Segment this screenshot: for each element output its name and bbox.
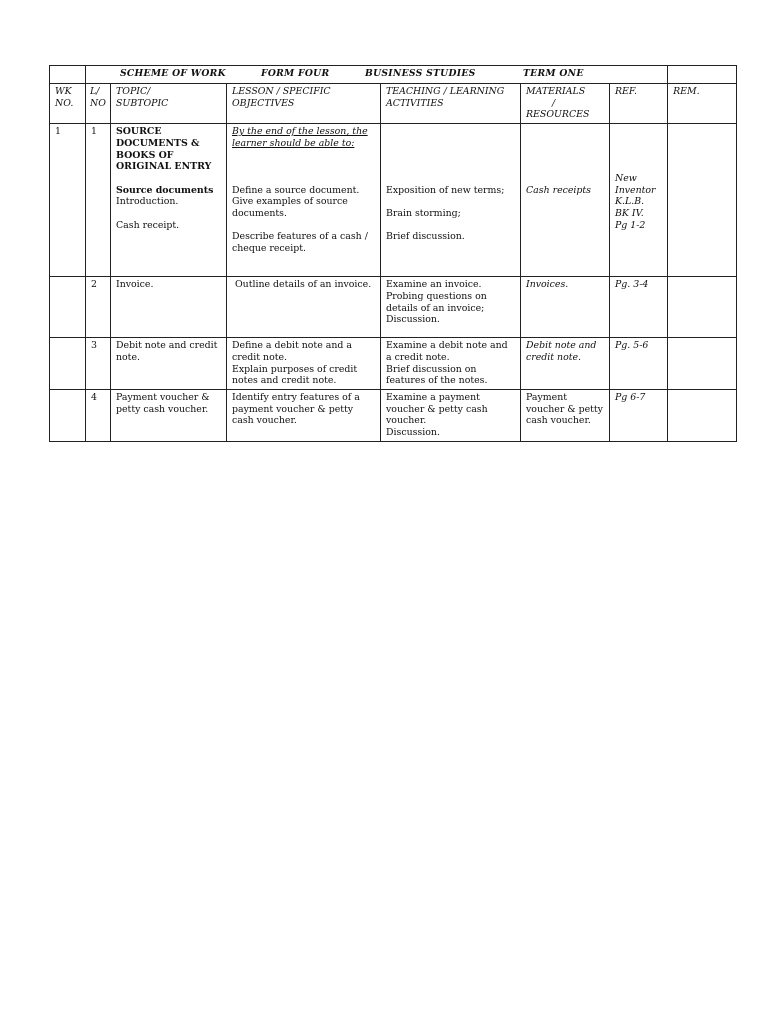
header-teaching-line2: ACTIVITIES [386, 97, 444, 109]
header-topic [111, 84, 227, 124]
subtopic-heading: Source documents [116, 184, 214, 196]
header-lesson [227, 84, 381, 124]
objectives-intro: By the end of the lesson, the learner should be able to: [232, 126, 368, 149]
activity-item: Probing questions on details of an invoice; [386, 290, 487, 314]
title-blank-cell [50, 66, 86, 84]
lno-cell: 3 [86, 338, 111, 390]
wk-cell [50, 389, 86, 441]
lno-cell: 1 [86, 124, 111, 277]
title-term: TERM ONE [523, 68, 584, 79]
title-cell [86, 66, 668, 84]
ref-line: BK IV. [615, 207, 644, 219]
topic-cell: Debit note and credit note. [111, 338, 227, 390]
header-teaching-line1: TEACHING / LEARNING [386, 86, 505, 97]
objective-item: Define a source document. [232, 184, 360, 196]
objective-item: Define a debit note and a credit note. [232, 340, 352, 363]
title-scheme: SCHEME OF WORK [120, 68, 226, 79]
title-end-cell [668, 66, 737, 84]
header-lno-line1: L/ [90, 86, 100, 97]
activities-cell [381, 277, 521, 338]
title-row [50, 66, 737, 84]
header-rem-label: REM. [673, 86, 700, 97]
title-form: FORM FOUR [261, 68, 330, 79]
table-row [50, 124, 737, 277]
objectives-cell [227, 277, 381, 338]
activity-item: Brief discussion on features of the notes. [386, 363, 488, 387]
header-topic-line2: SUBTOPIC [116, 97, 169, 109]
header-wk-line2: NO. [55, 97, 74, 109]
scheme-of-work-document [49, 65, 736, 442]
rem-cell [668, 338, 737, 390]
header-materials [521, 84, 610, 124]
scheme-of-work-table [49, 65, 737, 442]
topic-heading: SOURCE DOCUMENTS & BOOKS OF ORIGINAL ENTRY [116, 126, 212, 173]
header-materials-line3: RESOURCES [526, 109, 590, 121]
header-ref [610, 84, 668, 124]
topic-cell [111, 124, 227, 277]
activities-cell [381, 124, 521, 277]
header-ref-label: REF. [615, 86, 637, 97]
header-rem [668, 84, 737, 124]
activity-item: Discussion. [386, 427, 440, 439]
header-materials-line2: / [552, 97, 556, 109]
ref-cell: Pg. 3-4 [610, 277, 668, 338]
table-row [50, 338, 737, 390]
activity-item: Exposition of new terms; [386, 184, 505, 196]
lno-cell: 4 [86, 389, 111, 441]
rem-cell [668, 277, 737, 338]
header-lesson-line2: OBJECTIVES [232, 97, 295, 109]
activity-item: Brief discussion. [386, 231, 465, 243]
topic-cell: Payment voucher & petty cash voucher. [111, 389, 227, 441]
rem-cell [668, 124, 737, 277]
objective-item: Give examples of source documents. [232, 196, 348, 219]
materials-cell: Invoices. [521, 277, 610, 338]
subtopic-item: Introduction. [116, 196, 179, 208]
materials-cell [521, 124, 610, 277]
header-topic-line1: TOPIC/ [116, 86, 151, 97]
topic-cell: Invoice. [111, 277, 227, 338]
objectives-cell [227, 338, 381, 390]
materials-item: Cash receipts [526, 184, 591, 196]
ref-line: New [615, 172, 637, 184]
header-lno [86, 84, 111, 124]
objective-item: Describe features of a cash / cheque receipt. [232, 231, 368, 255]
wk-cell [50, 338, 86, 390]
header-wk-line1: WK [55, 86, 72, 97]
header-row [50, 84, 737, 124]
ref-cell: Pg. 5-6 [610, 338, 668, 390]
header-materials-line1: MATERIALS [526, 86, 586, 97]
objectives-cell: Identify entry features of a payment voucher & petty cash voucher. [227, 389, 381, 441]
objectives-cell [227, 124, 381, 277]
ref-cell [610, 124, 668, 277]
wk-cell: 1 [50, 124, 86, 277]
ref-line: Inventor [615, 184, 656, 196]
wk-cell [50, 277, 86, 338]
activity-item: Discussion. [386, 314, 440, 326]
ref-line: Pg 1-2 [615, 219, 646, 231]
ref-line: K.L.B. [615, 196, 645, 208]
table-row [50, 389, 737, 441]
activities-cell [381, 389, 521, 441]
activity-item: Examine a debit note and a credit note. [386, 340, 508, 363]
activity-item: Brain storming; [386, 207, 461, 219]
activity-item: Examine a payment voucher & petty cash voucher. [386, 391, 488, 427]
materials-cell: Debit note and credit note. [521, 338, 610, 390]
header-lesson-line1: LESSON / SPECIFIC [232, 86, 331, 97]
header-lno-line2: NO [90, 97, 106, 109]
ref-cell: Pg 6-7 [610, 389, 668, 441]
subtopic-item: Cash receipt. [116, 219, 180, 231]
header-teaching [381, 84, 521, 124]
activities-cell [381, 338, 521, 390]
header-wk [50, 84, 86, 124]
rem-cell [668, 389, 737, 441]
materials-cell: Payment voucher & petty cash voucher. [521, 389, 610, 441]
table-row [50, 277, 737, 338]
objective-item: Outline details of an invoice. [235, 279, 372, 291]
activity-item: Examine an invoice. [386, 279, 482, 291]
title-subject: BUSINESS STUDIES [365, 68, 476, 79]
objective-item: Explain purposes of credit notes and credit note. [232, 363, 358, 387]
lno-cell: 2 [86, 277, 111, 338]
